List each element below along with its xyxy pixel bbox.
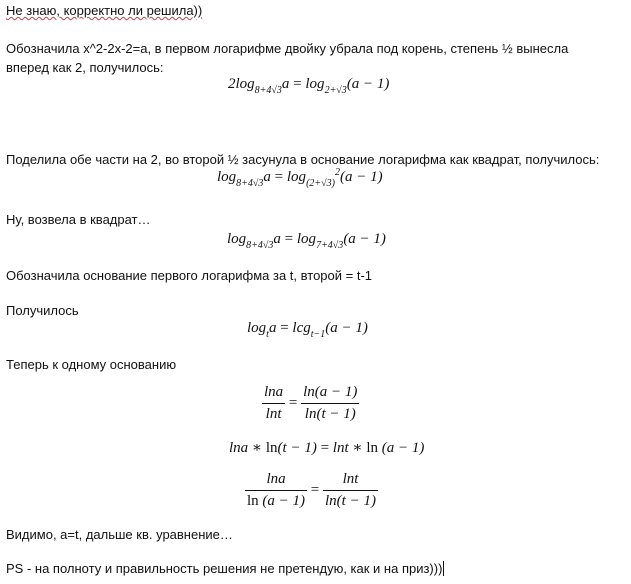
equation-5 [262, 384, 359, 423]
eq6-arg-right: (a − 1) [381, 440, 425, 456]
eq7-den-ln: ln [247, 493, 259, 509]
eq1-coefficient: 2 [228, 76, 236, 92]
eq1-base-right: 2+√3 [324, 85, 347, 96]
eq6-multiply-left: ∗ [251, 440, 263, 456]
eq2-arg-right: (a − 1) [339, 169, 383, 185]
eq5-left-fraction [262, 384, 285, 423]
equation-6 [229, 438, 424, 457]
eq3-arg-right: (a − 1) [343, 231, 386, 247]
eq6-lnt: lnt [332, 440, 349, 456]
eq6-ln-left: ln [265, 440, 278, 456]
eq7-equals: = [310, 481, 320, 498]
eq1-arg-right: (a − 1) [346, 76, 390, 92]
para7-line: Видимо, a=t, дальше кв. уравнение… [6, 527, 233, 542]
eq6-lna: lna [229, 440, 249, 456]
equation-3 [227, 231, 386, 251]
eq6-arg-left: (t − 1) [277, 440, 317, 456]
eq3-arg-left: a [273, 231, 281, 247]
eq1-log-right: log [305, 76, 325, 92]
eq1-equals: = [293, 76, 302, 92]
eq3-base-left: 8+4√3 [246, 240, 274, 251]
eq1-arg-left: a [281, 76, 290, 92]
eq7-den-arg: (a − 1) [262, 493, 306, 509]
para5-line: Получилось [6, 303, 79, 318]
eq4-base-right: t−1 [310, 329, 326, 340]
eq4-log-left: log [247, 320, 267, 336]
equation-1 [228, 76, 390, 96]
eq4-base-left: t [266, 329, 269, 340]
eq3-log-right: log [296, 231, 317, 247]
eq3-log-left: log [227, 231, 247, 247]
eq6-ln-right: ln [366, 440, 379, 456]
eq2-arg-left: a [263, 169, 271, 185]
eq5-right-numerator: ln(a − 1) [301, 384, 359, 404]
eq2-log-right: log [286, 169, 307, 185]
eq5-left-denominator: lnt [265, 406, 282, 422]
eq3-equals: = [284, 231, 294, 247]
eq3-base-right: 7+4√3 [316, 240, 344, 251]
eq4-equals: = [280, 320, 289, 336]
eq4-log-right: lcg [292, 320, 311, 336]
eq2-log-left: log [217, 169, 237, 185]
para6-line: Теперь к одному основанию [6, 357, 177, 372]
eq7-left-numerator: lna [245, 471, 307, 491]
eq4-arg-right: (a − 1) [325, 320, 368, 336]
eq1-log-left: log [235, 76, 255, 92]
eq7-left-fraction [245, 471, 307, 510]
intro-line [6, 3, 202, 19]
eq7-right-numerator: lnt [323, 471, 378, 491]
equation-2 [217, 167, 383, 189]
intro-text: Не знаю, корректно ли решила)) [6, 3, 203, 18]
eq6-equals: = [320, 440, 330, 456]
eq7-right-fraction [323, 471, 378, 510]
para1-line2: вперед как 2, получилось: [6, 60, 164, 75]
eq7-right-denominator: ln(t − 1) [325, 493, 376, 509]
eq5-left-numerator: lna [262, 384, 285, 404]
eq2-base-right: (2+√3) [306, 178, 335, 189]
text-cursor [443, 561, 444, 576]
equation-4 [247, 320, 368, 340]
eq5-right-denominator: ln(t − 1) [304, 406, 356, 422]
eq4-arg-left: a [268, 320, 277, 336]
para3-line: Ну, возвела в квадрат… [6, 212, 151, 227]
eq1-base-left: 8+4√3 [254, 85, 282, 96]
eq2-base-exponent: 2 [334, 167, 340, 178]
equation-7 [245, 471, 378, 510]
para1-line1: Обозначила x^2-2x-2=a, в первом логарифме двойку убрала под корень, степень ½ вынесла [6, 41, 569, 56]
eq7-left-denominator [245, 491, 307, 510]
eq5-equals: = [288, 394, 298, 411]
eq2-equals: = [274, 169, 284, 185]
ps-line [6, 561, 444, 577]
para2-line: Поделила обе части на 2, во второй ½ засунула в основание логарифма как квадрат, получилось: [6, 152, 600, 167]
ps-text: PS - на полноту и правильность решения не претендую, как и на приз))) [6, 561, 443, 576]
eq6-multiply-right: ∗ [352, 440, 363, 456]
para4-line: Обозначила основание первого логарифма за t, второй = t-1 [6, 268, 373, 283]
eq2-base-left: 8+4√3 [236, 178, 264, 189]
eq5-right-fraction [301, 384, 359, 423]
